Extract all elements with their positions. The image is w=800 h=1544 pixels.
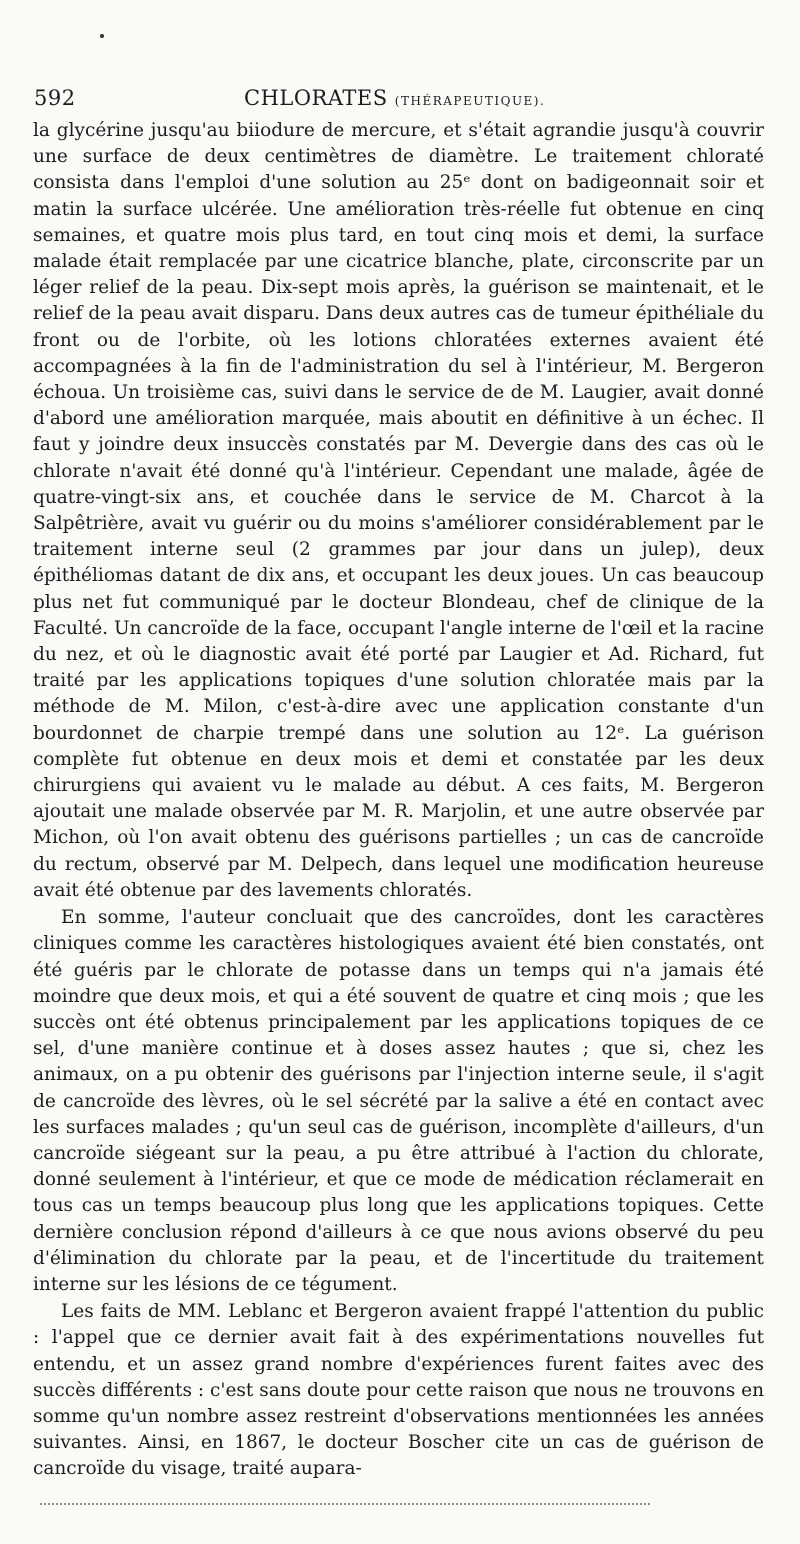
body-text (33, 118, 764, 1483)
page-header (34, 86, 774, 114)
paragraph: Les faits de MM. Leblanc et Bergeron avaient frappé l'attention du public : l'appel que ce dernier avait fait à des expérimentations nouvelles fut entendu, et un assez grand nombre d'expériences furent faites avec des succès différents : c'est sans doute pour cette raison que nous ne trouvons en somme qu'un nombre assez restreint d'observations mentionnées les années suivantes. Ainsi, en 1867, le docteur Boscher cite un cas de guérison de cancroïde du visage, traité aupara- (33, 1301, 764, 1480)
paragraph: En somme, l'auteur concluait que des cancroïdes, dont les caractères cliniques comme les caractères histologiques avaient été bien constatés, ont été guéris par le chlorate de potasse dans un temps qui n'a jamais été moindre que deux mois, et qui a été souvent de quatre et cinq mois ; que les succès ont été obtenus principalement par les applications topiques de ce sel, d'une manière continue et à doses assez hautes ; que si, chez les animaux, on a pu obtenir des guérisons par l'injection interne seule, il s'agit de cancroïde des lèvres, où le sel sécrété par la salive a été en contact avec les surfaces malades ; qu'un seul cas de guérison, incomplète d'ailleurs, d'un cancroïde siégeant sur la peau, a pu être attribué à l'action du chlorate, donné seulement à l'intérieur, et que ce mode de médication réclamerait en tous cas un temps beaucoup plus long que les applications topiques. Cette dernière conclusion répond d'ailleurs à ce que nous avions observé du peu d'élimination du chlorate par la peau, et de l'incertitude du traitement interne sur les lésions de ce tégument. (33, 907, 764, 1295)
page-number: 592 (34, 86, 76, 110)
running-title-main: CHLORATES (244, 86, 388, 110)
footer-rule (40, 1503, 650, 1505)
running-title-subtitle: (THÉRAPEUTIQUE). (394, 94, 546, 108)
running-title (244, 86, 545, 110)
paragraph: la glycérine jusqu'au biiodure de mercure, et s'était agrandie jusqu'à couvrir une surface de deux centimètres de diamètre. Le traitement chloraté consista dans l'emploi d'une solution au 25ᵉ dont on badigeonnait soir et matin la surface ulcérée. Une amélioration très-réelle fut obtenue en cinq semaines, et quatre mois plus tard, en tout cinq mois et demi, la surface malade était remplacée par une cicatrice blanche, plate, circonscrite par un léger relief de la peau. Dix-sept mois après, la guérison se maintenait, et le relief de la peau avait disparu. Dans deux autres cas de tumeur épithéliale du front ou de l'orbite, où les lotions chloratées externes avaient été accompagnées à la fin de l'administration du sel à l'intérieur, M. Bergeron échoua. Un troisième cas, suivi dans le service de de M. Laugier, avait donné d'abord une amélioration marquée, mais aboutit en définitive à un échec. Il faut y joindre deux insuccès constatés par M. Devergie dans des cas où le chlorate n'avait été donné qu'à l'intérieur. Cependant une malade, âgée de quatre-vingt-six ans, et couchée dans le service de M. Charcot à la Salpêtrière, avait vu guérir ou du moins s'améliorer considérablement par le traitement interne seul (2 grammes par jour dans un julep), deux épithéliomas datant de dix ans, et occupant les deux joues. Un cas beaucoup plus net fut communiqué par le docteur Blondeau, chef de clinique de la Faculté. Un cancroïde de la face, occupant l'angle interne de l'œil et la racine du nez, et où le diagnostic avait été porté par Laugier et Ad. Richard, fut traité par les applications topiques d'une solution chloratée mais par la méthode de M. Milon, c'est-à-dire avec une application constante d'un bourdonnet de charpie trempé dans une solution au 12ᵉ. La guérison complète fut obtenue en deux mois et demi et constatée par les deux chirurgiens qui avaient vu le malade au début. A ces faits, M. Bergeron ajoutait une malade observée par M. R. Marjolin, et une autre observée par Michon, où l'on avait obtenu des guérisons partielles ; un cas de cancroïde du rectum, observé par M. Delpech, dans lequel une modification heureuse avait été obtenue par des lavements chloratés. (33, 120, 765, 901)
ink-speck (100, 34, 104, 38)
